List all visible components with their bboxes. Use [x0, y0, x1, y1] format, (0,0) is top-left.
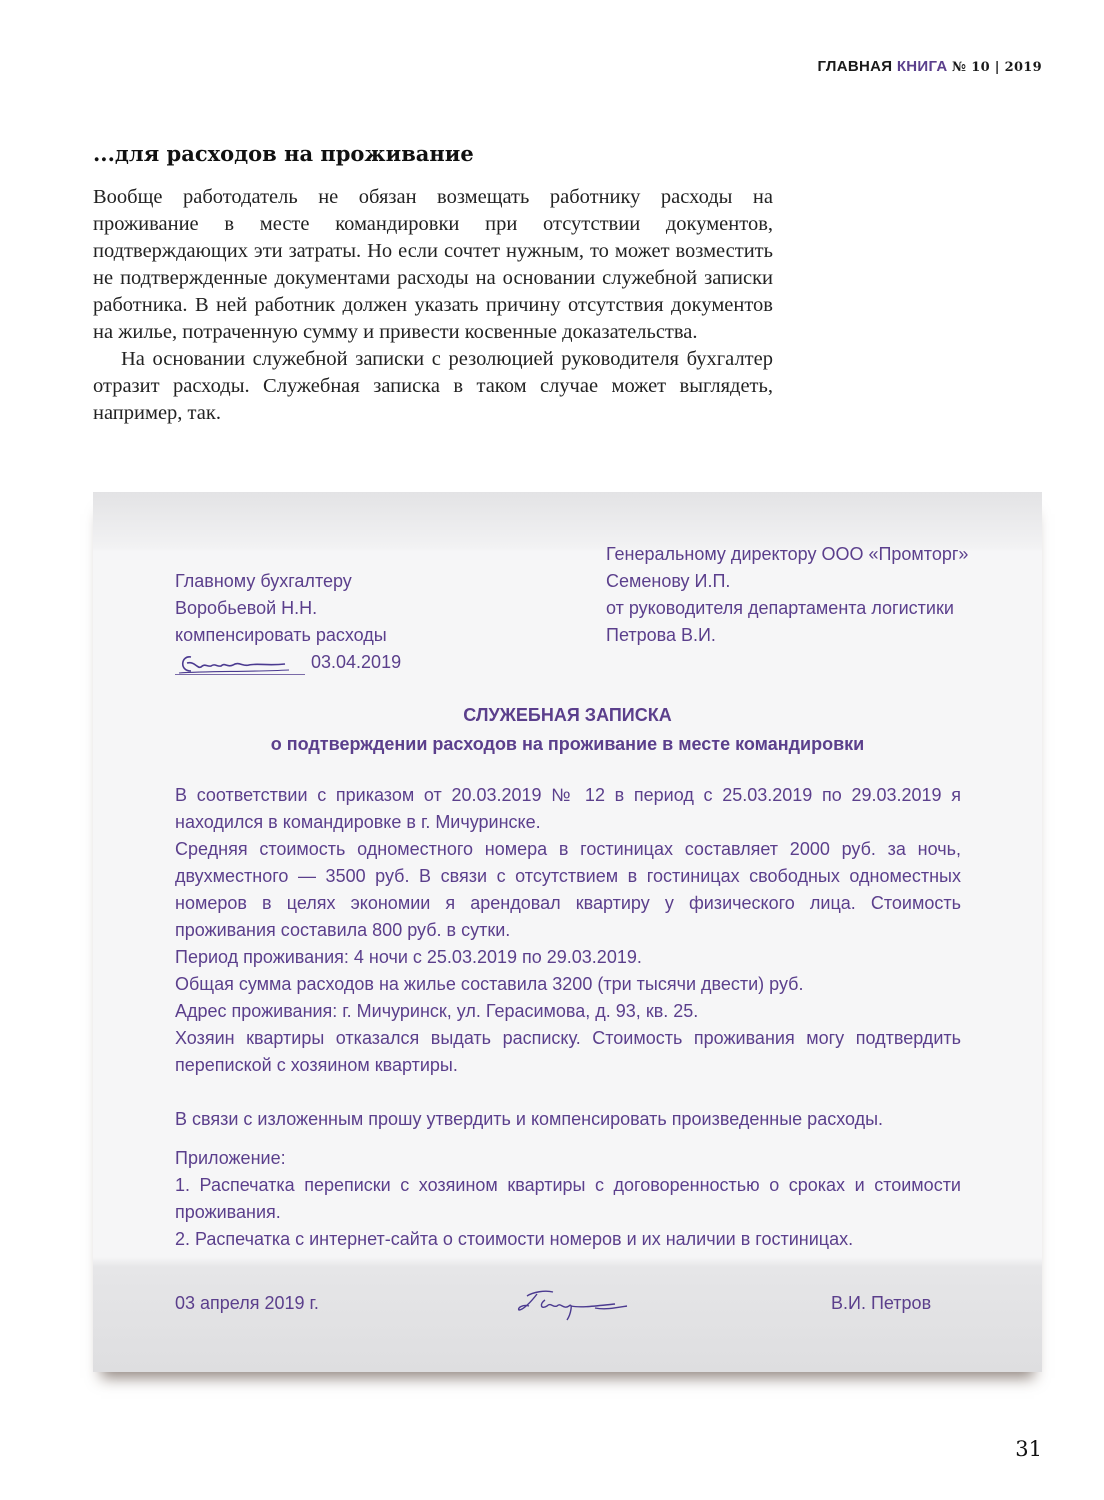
article-body [93, 184, 773, 427]
attachment-item: 1. Распечатка переписки с хозяином квартиры с договоренностью о сроках и стоимости проживания. [175, 1175, 961, 1222]
addressee-line: Генеральному директору ООО «Промторг» [606, 544, 969, 564]
masthead-brand: ГЛАВНАЯ [817, 58, 893, 75]
memo-body [175, 782, 961, 1253]
memo-heading [93, 701, 1042, 759]
memo-paragraph: В соответствии с приказом от 20.03.2019 № 12 в период с 25.03.2019 по 29.03.2019 я находился в командировке в г. Мичуринске. [175, 785, 961, 832]
resolution-line: Воробьевой Н.Н. [175, 598, 318, 618]
memo-footer [175, 1290, 935, 1330]
masthead [818, 58, 1043, 75]
page-number: 31 [1015, 1437, 1042, 1461]
memo-resolution [175, 568, 387, 649]
memo-paragraph: Период проживания: 4 ночи с 25.03.2019 по 29.03.2019. [175, 947, 642, 967]
memo-sample [93, 492, 1042, 1372]
masthead-issue: № 10 | 2019 [951, 60, 1042, 75]
attachments-label: Приложение: [175, 1148, 286, 1168]
handwritten-signature-icon [515, 1284, 635, 1324]
memo-addressee [606, 541, 968, 649]
resolution-line: компенсировать расходы [175, 625, 387, 645]
article-paragraph: На основании служебной записки с резолюцией руководителя бухгалтер отразит расходы. Служебная записка в таком случае может выглядеть, например, так. [93, 348, 773, 424]
masthead-brand-accent: КНИГА [896, 58, 948, 75]
article-paragraph: Вообще работодатель не обязан возмещать работнику расходы на проживание в месте командировки при отсутствии документов, подтверждающих эти затраты. Но если сочтет нужным, то может возместить не подтвержденные документами расходы на основании служебной записки работника. В ней работник должен указать причину отсутствия документов на жилье, потраченную сумму и привести косвенные доказательства. [93, 186, 773, 343]
memo-paragraph: Адрес проживания: г. Мичуринск, ул. Герасимова, д. 93, кв. 25. [175, 1001, 699, 1021]
resolution-date: 03.04.2019 [311, 652, 402, 672]
memo-date: 03 апреля 2019 г. [175, 1293, 319, 1313]
resolution-signature-row [175, 649, 435, 679]
memo-paragraph: Средняя стоимость одноместного номера в гостиницах составляет 2000 руб. за ночь, двухместного — 3500 руб. В связи с отсутствием в гостиницах свободных одноместных номеров в целях экономии я арендовал квартиру у физического лица. Стоимость проживания составила 800 руб. в сутки. [175, 839, 961, 940]
resolution-line: Главному бухгалтеру [175, 571, 352, 591]
memo-author: В.И. Петров [831, 1293, 932, 1313]
addressee-line: от руководителя департамента логистики [606, 598, 954, 618]
memo-request: В связи с изложенным прошу утвердить и компенсировать произведенные расходы. [175, 1109, 884, 1129]
memo-paragraph: Хозяин квартиры отказался выдать расписку. Стоимость проживания могу подтвердить перепиской с хозяином квартиры. [175, 1028, 961, 1075]
addressee-line: Петрова В.И. [606, 625, 716, 645]
attachment-item: 2. Распечатка с интернет-сайта о стоимости номеров и их наличии в гостиницах. [175, 1229, 854, 1249]
memo-paragraph: Общая сумма расходов на жилье составила 3200 (три тысячи двести) руб. [175, 974, 804, 994]
handwritten-signature-icon [177, 649, 297, 677]
addressee-line: Семенову И.П. [606, 571, 731, 591]
memo-title: СЛУЖЕБНАЯ ЗАПИСКА [463, 705, 672, 725]
section-title: ...для расходов на проживание [93, 141, 474, 166]
memo-subtitle: о подтверждении расходов на проживание в месте командировки [270, 734, 865, 754]
